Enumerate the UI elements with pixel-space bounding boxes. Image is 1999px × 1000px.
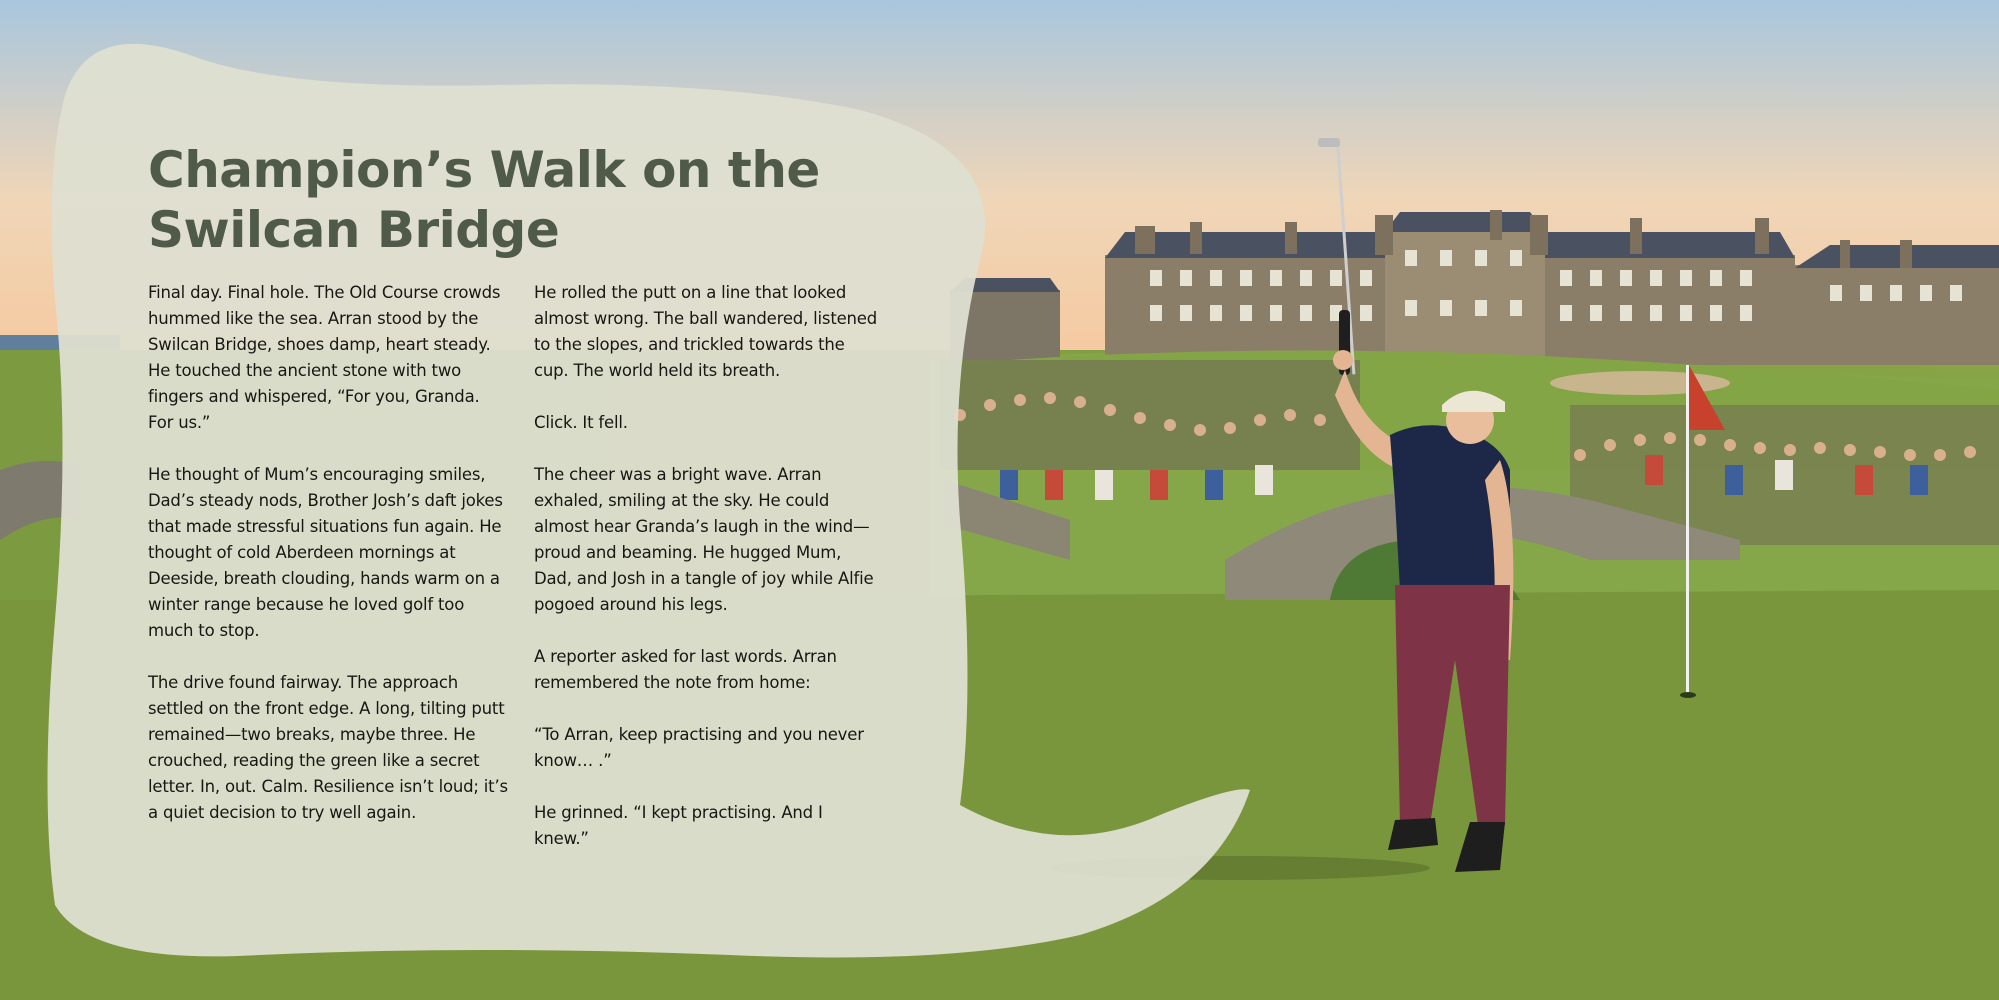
- paragraph: A reporter asked for last words. Arran remembered the note from home:: [534, 647, 837, 692]
- paragraph: Final day. Final hole. The Old Course crowds hummed like the sea. Arran stood by the Swilcan Bridge, shoes damp, heart steady. He touched the ancient stone with two fingers and whispered, “For you, Granda. For us.”: [148, 283, 501, 432]
- paragraph: He grinned. “I kept practising. And I knew.”: [534, 803, 823, 848]
- text-column-right: [534, 280, 879, 878]
- text-column-left: [148, 280, 508, 852]
- paragraph: The drive found fairway. The approach settled on the front edge. A long, tilting putt remained—two breaks, maybe three. He crouched, reading the green like a secret letter. In, out. Calm. Resilience isn’t loud; it’s a quiet decision to try well again.: [148, 673, 508, 822]
- paragraph: Click. It fell.: [534, 413, 628, 432]
- page-title: Champion’s Walk on the Swilcan Bridge: [148, 141, 820, 259]
- paragraph: The cheer was a bright wave. Arran exhaled, smiling at the sky. He could almost hear Granda’s laugh in the wind—proud and beaming. He hugged Mum, Dad, and Josh in a tangle of joy while Alfie pogoed around his legs.: [534, 465, 874, 614]
- paragraph: “To Arran, keep practising and you never know… .”: [534, 725, 864, 770]
- paragraph: He thought of Mum’s encouraging smiles, Dad’s steady nods, Brother Josh’s daft jokes that made stressful situations fun again. He thought of cold Aberdeen mornings at Deeside, breath clouding, hands warm on a winter range because he loved golf too much to stop.: [148, 465, 503, 640]
- paragraph: He rolled the putt on a line that looked almost wrong. The ball wandered, listened to the slopes, and trickled towards the cup. The world held its breath.: [534, 283, 878, 380]
